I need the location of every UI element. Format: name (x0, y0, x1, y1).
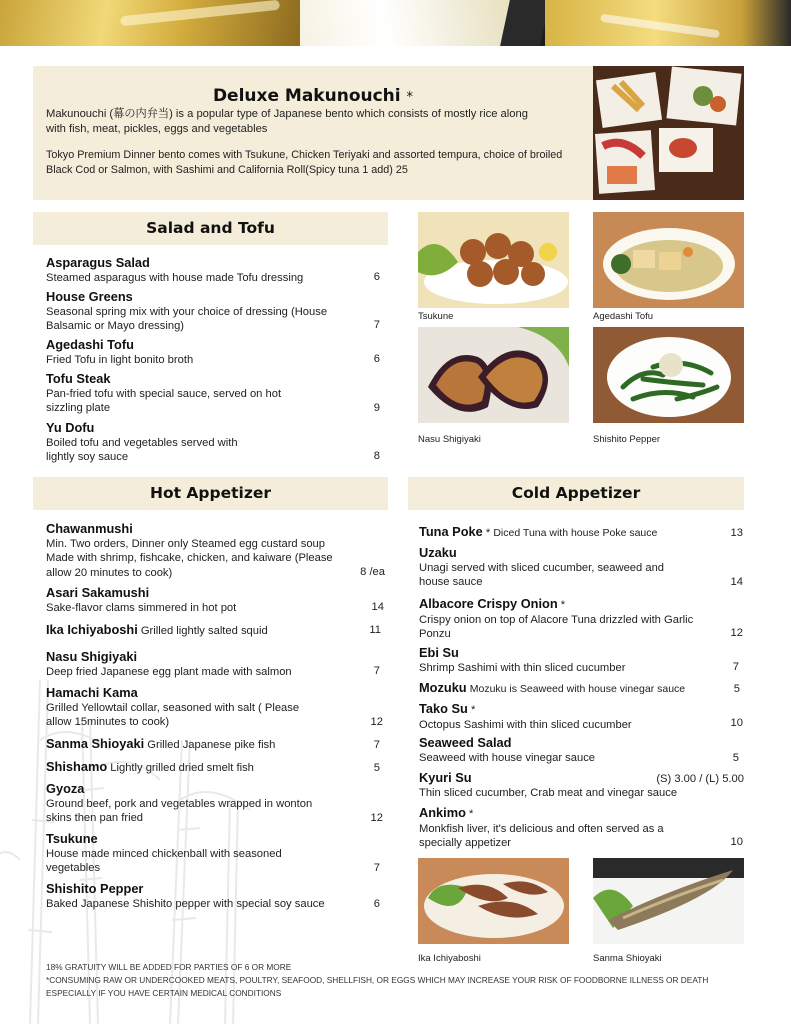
item-name: Yu Dofu (46, 420, 95, 435)
item-price: 14 (730, 576, 743, 588)
item-price: 8 /ea (360, 566, 385, 578)
item-price: 5 (373, 762, 380, 774)
agedashi-tofu-photo (593, 212, 744, 308)
menu-item-tsukune (46, 832, 336, 876)
menu-item-uzaku (419, 546, 694, 590)
raw-warning-star: * (469, 808, 474, 820)
item-desc: Deep fried Japanese egg plant made with salmon (46, 665, 292, 678)
photo-caption: Tsukune (418, 311, 454, 322)
raw-warning-star: * (560, 599, 566, 611)
item-name: Sanma Shioyaki (46, 736, 145, 751)
item-desc: Boiled tofu and vegetables served with lightly soy sauce (46, 436, 238, 463)
item-desc: Shrimp Sashimi with thin sliced cucumber (419, 661, 626, 674)
item-desc: Fried Tofu in light bonito broth (46, 353, 194, 366)
item-name: Ebi Su (419, 645, 459, 660)
deluxe-detail: Tokyo Premium Dinner bento comes with Tsukune, Chicken Teriyaki and assorted tempura, choice of broiled Black Cod or Salmon, with Sashimi and California Roll(Spicy tuna 1 add) 25 (46, 149, 563, 176)
item-price: 6 (373, 271, 380, 283)
hot-appetizer-heading: Hot Appetizer (33, 477, 388, 510)
photo-caption: Sanma Shioyaki (593, 953, 662, 964)
item-price: 12 (730, 627, 743, 639)
shishito-pepper-photo (593, 327, 744, 423)
menu-item-tako-su (419, 702, 709, 732)
item-price: 5 (733, 683, 740, 695)
raw-warning-star: * (470, 704, 476, 716)
deluxe-makunouchi-panel (33, 66, 593, 200)
item-name: Albacore Crispy Onion (419, 596, 558, 611)
menu-item-albacore-crispy-onion (419, 597, 699, 642)
banner-light-brush (300, 0, 510, 46)
item-price: 12 (370, 716, 383, 728)
item-desc: Pan-fried tofu with special sauce, served on hot sizzling plate (46, 387, 282, 414)
item-price: 7 (373, 319, 380, 331)
item-price: 6 (373, 353, 380, 365)
nasu-shigiyaki-photo (418, 327, 569, 423)
item-price: 14 (371, 601, 384, 613)
menu-item-hamachi-kama (46, 686, 306, 730)
item-name: Tako Su (419, 701, 468, 716)
item-name: Hamachi Kama (46, 685, 138, 700)
item-desc: Grilled lightly salted squid (140, 625, 268, 637)
menu-item-ankimo (419, 806, 709, 851)
salad-tofu-heading: Salad and Tofu (33, 212, 388, 245)
menu-item-house-greens (46, 290, 346, 334)
item-name: Tsukune (46, 831, 98, 846)
item-desc: Octopus Sashimi with thin sliced cucumber (419, 718, 632, 731)
deluxe-description: Makunouchi (幕の内弁当) is a popular type of Japanese bento which consists of mostly rice along with fish, meat, pickles, eggs and vegetables (46, 108, 528, 135)
item-desc: Steamed asparagus with house made Tofu dressing (46, 271, 304, 284)
raw-warning-star: * (485, 527, 491, 539)
item-desc: Unagi served with sliced cucumber, seaweed and house sauce (419, 561, 665, 588)
item-desc: Grilled Yellowtail collar, seasoned with salt ( Please allow 15minutes to cook) (46, 701, 300, 728)
item-price: 11 (369, 624, 381, 636)
item-price: 12 (370, 812, 383, 824)
item-desc: House made minced chickenball with seasoned vegetables (46, 847, 282, 874)
item-desc: Diced Tuna with house Poke sauce (493, 527, 658, 539)
item-name: Asparagus Salad (46, 255, 150, 270)
item-name: Agedashi Tofu (46, 337, 134, 352)
item-name: Mozuku (419, 680, 467, 695)
item-price: 5 (732, 752, 739, 764)
deluxe-title (33, 86, 593, 106)
item-price: 7 (373, 862, 380, 874)
item-desc: Mozuku is Seaweed with house vinegar sauce (469, 683, 686, 695)
item-desc: Sake-flavor clams simmered in hot pot (46, 601, 237, 614)
menu-item-seaweed-salad (419, 736, 709, 765)
item-price: 13 (730, 527, 743, 539)
item-desc: Thin sliced cucumber, Crab meat and vinegar sauce (419, 786, 678, 799)
tsukune-photo (418, 212, 569, 308)
gratuity-note: 18% GRATUITY WILL BE ADDED FOR PARTIES OF 6 OR MORE (46, 962, 292, 972)
item-name: Kyuri Su (419, 770, 472, 785)
photo-caption: Agedashi Tofu (593, 311, 654, 322)
item-name: House Greens (46, 289, 133, 304)
item-name: Shishamo (46, 759, 108, 774)
item-price: 10 (730, 836, 743, 848)
menu-item-mozuku (419, 681, 729, 697)
item-desc: Min. Two orders, Dinner only Steamed egg custard soup Made with shrimp, fishcake, chicken, and kaiware (Please allow 20 minutes to cook) (46, 537, 333, 579)
raw-food-warning-line1: *CONSUMING RAW OR UNDERCOOKED MEATS, POULTRY, SEAFOOD, SHELLFISH, OR EGGS WHICH MAY INCREASE YOUR RISK OF FOODBORNE ILLNESS OR DEATH (46, 975, 709, 985)
menu-item-nasu-shigiyaki (46, 650, 346, 679)
menu-item-ebi-su (419, 646, 709, 675)
menu-item-sanma-shioyaki (46, 737, 346, 753)
item-price: 7 (373, 739, 380, 751)
item-price: (S) 3.00 / (L) 5.00 (656, 773, 744, 785)
item-name: Seaweed Salad (419, 735, 512, 750)
item-price: 7 (373, 665, 380, 677)
menu-item-shishito-pepper (46, 882, 376, 911)
item-name: Ankimo (419, 805, 466, 820)
menu-item-asari-sakamushi (46, 586, 346, 615)
raw-food-warning-line2: ESPECIALLY IF YOU HAVE CERTAIN MEDICAL CONDITIONS (46, 988, 282, 998)
item-name: Gyoza (46, 781, 85, 796)
raw-food-warning (46, 974, 746, 1000)
ika-ichiyaboshi-photo (418, 858, 569, 944)
item-price: 8 (373, 450, 380, 462)
item-name: Tuna Poke (419, 524, 483, 539)
menu-item-agedashi-tofu (46, 338, 346, 367)
item-name: Nasu Shigiyaki (46, 649, 138, 664)
item-name: Tofu Steak (46, 371, 111, 386)
item-name: Chawanmushi (46, 521, 133, 536)
menu-item-tuna-poke (419, 525, 709, 541)
item-desc: Ground beef, pork and vegetables wrapped in wonton skins then pan fried (46, 797, 313, 824)
banner-dark-stroke (500, 0, 550, 46)
item-price: 6 (373, 898, 380, 910)
menu-item-asparagus-salad (46, 256, 356, 285)
item-desc: Lightly grilled dried smelt fish (110, 762, 254, 774)
raw-warning-star: * (406, 90, 414, 105)
cold-appetizer-heading: Cold Appetizer (408, 477, 744, 510)
item-desc: Seaweed with house vinegar sauce (419, 751, 596, 764)
deluxe-title-text: Deluxe Makunouchi (212, 86, 401, 106)
item-price: 7 (732, 661, 739, 673)
sanma-shioyaki-photo (593, 858, 744, 944)
item-name: Uzaku (419, 545, 457, 560)
item-desc: Crispy onion on top of Alacore Tuna drizzled with Garlic Ponzu (419, 613, 694, 640)
item-desc: Monkfish liver, it's delicious and often served as a specially appetizer (419, 822, 664, 849)
photo-caption: Shishito Pepper (593, 434, 661, 445)
item-price: 10 (730, 717, 743, 729)
menu-item-shishamo (46, 760, 346, 776)
menu-item-tofu-steak (46, 372, 316, 416)
item-name: Shishito Pepper (46, 881, 144, 896)
item-name: Ika Ichiyaboshi (46, 622, 138, 637)
item-desc: Grilled Japanese pike fish (147, 739, 276, 751)
photo-caption: Ika Ichiyaboshi (418, 953, 481, 964)
menu-item-yu-dofu (46, 421, 256, 465)
item-desc: Baked Japanese Shishito pepper with special soy sauce (46, 897, 325, 910)
item-price: 9 (373, 402, 380, 414)
menu-item-gyoza (46, 782, 316, 826)
menu-item-ika-ichiyaboshi (46, 623, 346, 639)
bento-photo (593, 66, 744, 200)
top-banner (0, 0, 791, 46)
item-name: Asari Sakamushi (46, 585, 150, 600)
photo-caption: Nasu Shigiyaki (418, 434, 481, 445)
menu-item-chawanmushi (46, 522, 346, 580)
item-desc: Seasonal spring mix with your choice of dressing (House Balsamic or Mayo dressing) (46, 305, 328, 332)
